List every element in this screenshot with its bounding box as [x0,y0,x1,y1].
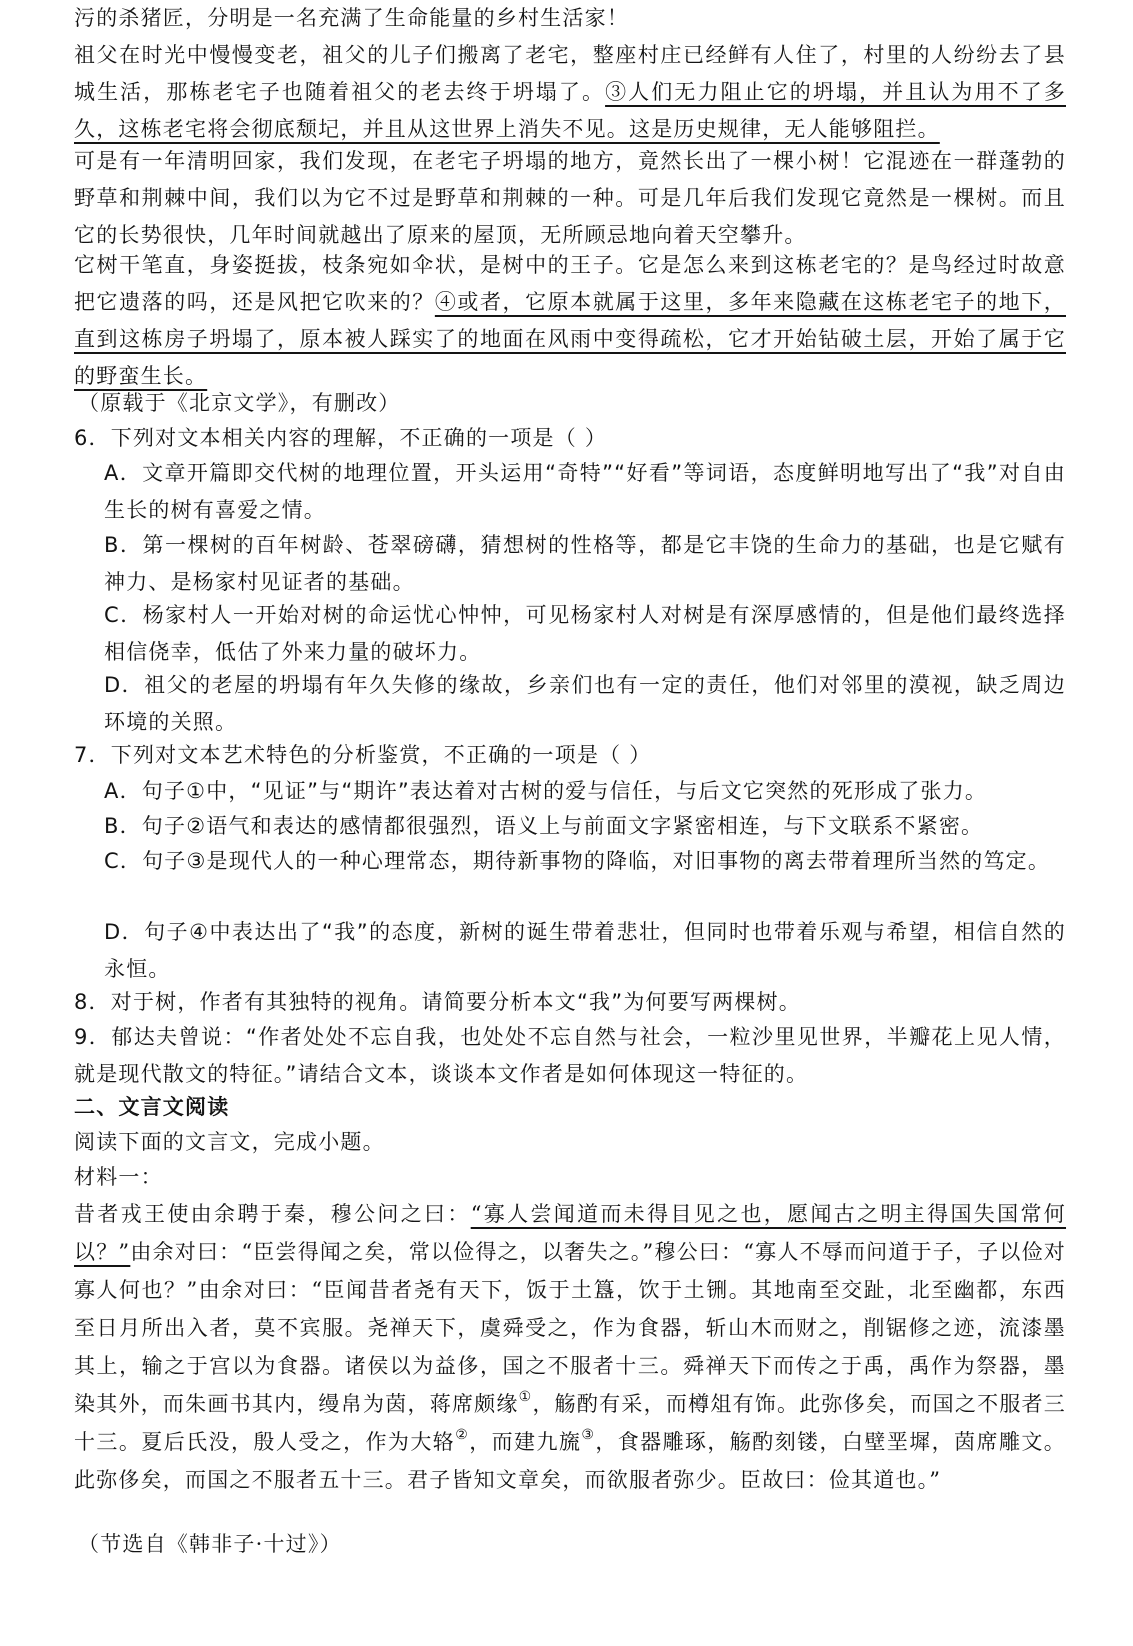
question-7-option-c: C．句子③是现代人的一种心理常态，期待新事物的降临，对旧事物的离去带着理所当然的笃定。 [104,849,1051,873]
question-7-option-d: D．句子④中表达出了“我”的态度，新树的诞生带着悲壮，但同时也带着乐观与希望，相信自然的永恒。 [104,920,1066,981]
passage-paragraph-1 [74,0,1066,37]
passage-paragraph-4 [74,247,1066,395]
underlined-sentence-4: ④或者，它原本就属于这里，多年来隐藏在这栋老宅子的地下，直到这栋房子坍塌了，原本被人踩实了的地面在风雨中变得疏松，它才开始钻破土层，开始了属于它的野蛮生长。 [74,290,1066,388]
material-label: 材料一： [74,1165,163,1189]
footnote-marker-3: ③ [581,1427,596,1443]
question-6-option-a: A．文章开篇即交代树的地理位置，开头运用“奇特”“好看”等词语，态度鲜明地写出了“我”对自由生长的树有喜爱之情。 [104,461,1066,522]
question-7-option-b: B．句子②语气和表达的感情都很强烈，语义上与前面文字紧密相连，与下文联系不紧密。 [104,814,984,838]
passage-paragraph-2 [74,37,1066,148]
underlined-sentence-3: ③人们无力阻止它的坍塌，并且认为用不了多久，这栋老宅将会彻底颓圮，并且从这世界上消失不见。这是历史规律，无人能够阻拦。 [74,80,1066,141]
classical-source: （节选自《韩非子·十过》） [78,1532,342,1556]
question-6-option-c: C．杨家村人一开始对树的命运忧心忡忡，可见杨家村人对树是有深厚感情的，但是他们最终选择相信侥幸，低估了外来力量的破坏力。 [104,603,1066,664]
footnote-marker-1: ① [518,1389,533,1405]
classical-text: ，而建九旒 [469,1430,582,1454]
question-7-option-a: A．句子①中，“见证”与“期许”表达着对古树的爱与信任，与后文它突然的死形成了张力。 [104,779,988,803]
question-7-stem: 7．下列对文本艺术特色的分析鉴赏，不正确的一项是（ ） [74,743,652,767]
passage-source [78,385,1070,422]
classical-text: 昔者戎王使由余聘于秦，穆公问之曰： [74,1202,471,1226]
passage-text: 可是有一年清明回家，我们发现，在老宅子坍塌的地方，竟然长出了一棵小树！它混迹在一群蓬勃的野草和荆棘中间，我们以为它不过是野草和荆棘的一种。可是几年后我们发现它竟然是一棵树。而且它的长势很快，几年时间就越出了原来的屋顶，无所顾忌地向着天空攀升。 [74,149,1066,247]
question-6-option-d: D．祖父的老屋的坍塌有年久失修的缘故，乡亲们也有一定的责任，他们对邻里的漠视，缺乏周边环境的关照。 [104,673,1066,734]
question-6-option-b: B．第一棵树的百年树龄、苍翠磅礴，猜想树的性格等，都是它丰饶的生命力的基础，也是它赋有神力、是杨家村见证者的基础。 [104,533,1066,594]
passage-paragraph-3 [74,143,1066,254]
classical-passage [74,1195,1066,1499]
section-2-instruction: 阅读下面的文言文，完成小题。 [74,1130,385,1154]
question-8: 8．对于树，作者有其独特的视角。请简要分析本文“我”为何要写两棵树。 [74,990,801,1014]
classical-text: 由余对曰：“臣尝得闻之矣，常以俭得之，以奢失之。”穆公曰：“寡人不辱而问道于子，子以俭对寡人何也？”由余对曰：“臣闻昔者尧有天下，饭于土簋，饮于土铏。其地南至交趾，北至幽都，东西至日月所出入者，莫不宾服。尧禅天下，虞舜受之，作为食器，斩山木而财之，削锯修之迹，流漆墨其上，输之于宫以为食器。诸侯以为益侈，国之不服者十三。舜禅天下而传之于禹，禹作为祭器，墨染其外，而朱画书其内，缦帛为茵，蒋席颇缘 [74,1240,1066,1416]
passage-text: 它树干笔直，身姿挺拔，枝条宛如伞状，是树中的王子。它是怎么来到这栋老宅的？是鸟经过时故意把它遗落的吗，还是风把它吹来的？ [74,253,1066,314]
classical-text: ，食器雕琢，觞酌刻镂，白壁垩墀，茵席雕文。此弥侈矣，而国之不服者五十三。君子皆知文章矣，而欲服者弥少。臣故曰：俭其道也。” [74,1430,1066,1492]
passage-text: 祖父在时光中慢慢变老，祖父的儿子们搬离了老宅，整座村庄已经鲜有人住了，村里的人纷纷去了县城生活，那栋老宅子也随着祖父的老去终于坍塌了。 [74,43,1066,104]
section-2-heading: 二、文言文阅读 [74,1095,230,1119]
classical-text: ，觞酌有采，而樽俎有饰。此弥侈矣，而国之不服者三十三。夏后氏没，殷人受之，作为大辂 [74,1392,1066,1454]
passage-text: 污的杀猪匠，分明是一名充满了生命能量的乡村生活家！ [74,6,629,30]
question-9: 9．郁达夫曾说：“作者处处不忘自我，也处处不忘自然与社会，一粒沙里见世界，半瓣花上见人情，就是现代散文的特征。”请结合文本，谈谈本文作者是如何体现这一特征的。 [74,1025,1066,1086]
footnote-marker-2: ② [455,1427,470,1443]
question-6-stem: 6．下列对文本相关内容的理解，不正确的一项是（ ） [74,426,608,450]
source-citation: （原载于《北京文学》，有删改） [78,391,401,415]
underlined-classical-sentence: “寡人尝闻道而未得目见之也，愿闻古之明主得国失国常何以？” [74,1202,1067,1264]
